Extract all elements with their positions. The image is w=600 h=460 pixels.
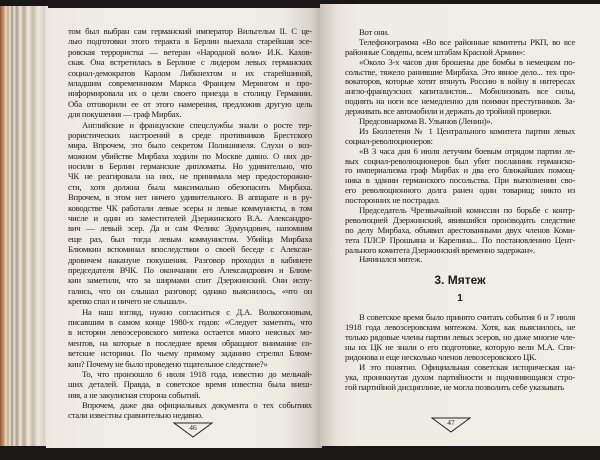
text-line: поднять на ноги все немедленно для поимки преступников. За- — [345, 96, 575, 107]
text-line: 1918 года левоэсеровским мятежом. Хотя, как выяснилось, не — [345, 322, 575, 333]
text-line: ветские историки. По чьему прямому заданию стрелял Блюм- — [68, 348, 312, 359]
text-line: То, что произошло 6 июля 1918 года, известно до мельчай- — [82, 368, 312, 379]
text-line: го империализма граф Мирбах и два его ближайших помощ- — [345, 165, 575, 176]
text-line: На наш взгляд, нужно согласиться с Д.А. Волкогоновым, — [82, 306, 312, 317]
text-line: социал-демократов Карлом Либкнехтом и их старейшиной, — [68, 67, 312, 78]
right-page-text — [345, 28, 575, 393]
text-line: младшим современником Маркса Францем Мерингом и про- — [68, 77, 312, 88]
text-line: кин заметили, что за ширмами спит Дзержинский. Они испу- — [68, 275, 312, 286]
text-line: Начинался мятеж. — [359, 254, 423, 265]
text-line: только рядовые члены партии левых эсеров, но даже многие чле- — [345, 332, 575, 343]
text-line: районные Совдепы, всем штабам Красной Армии»: — [345, 46, 525, 57]
text-line: рористических настроений в среде противников Брестского — [68, 129, 312, 140]
text-line: мира. Впрочем, это было секретом Полишинеля. Слухи о воз- — [68, 140, 312, 151]
text-line: тета ПЛСР Прошьяна и Карелина... По постановлению Цент- — [345, 234, 575, 245]
text-line: вич — левый эсер. Да и сам Феликс Эдмундович, напомним — [68, 223, 312, 234]
text-line: посторонних не пострадал. — [345, 195, 440, 206]
text-line: в истории левоэсеровского мятежа остается много неясных мо- — [68, 327, 312, 338]
text-line: держивать все автомобили и держать до тройной проверки. — [345, 106, 552, 117]
book-page-edges — [0, 6, 48, 446]
left-page-text — [68, 26, 312, 421]
text-line: ководстве ЧК работали левые эсеры и левые коммунисты, в том — [68, 202, 312, 213]
text-line: ших деталей. Правда, в советское время известна была внеш- — [68, 379, 312, 390]
text-line: крепко спал и ничего не слышал». — [68, 296, 187, 307]
text-line: ментов, на которые в последнее время обращают внимание со- — [68, 337, 312, 348]
text-line: няя, а не закулисная сторона событий. — [68, 389, 201, 400]
text-line: том был выбран сам германский император Вильгельм II. С це- — [68, 26, 312, 36]
text-line: стали известны сравнительно недавно. — [68, 410, 203, 421]
text-line: Вот они. — [359, 27, 389, 37]
text-line: ская. Она встретилась в Берлине с лидером левых германских — [68, 57, 312, 68]
text-line: англо-французских капиталистов... Мобилизовать все силы, — [345, 86, 575, 97]
text-line: его революционного долга ранен один товарищ; никто из — [345, 185, 575, 196]
text-line: ны их ЦК не знали о его подготовке, которую вели М.А. Спи- — [345, 342, 575, 353]
text-line: кин? Почему не было проведено тщательное следствие?» — [68, 358, 268, 369]
text-line: ЧК не реагировала на них, не принимала мер предосторожно- — [68, 171, 312, 182]
text-line: ридонова и еще несколько членов левоэсеровского ЦК. — [345, 351, 537, 362]
text-line: вых социал-революционеров был убит посланник германско- — [345, 155, 575, 166]
text-line: социал-революционеров: — [345, 135, 433, 146]
section-number: 1 — [457, 293, 463, 305]
text-line: гой партийной дисциплине, не могла позволить себе указывать — [345, 381, 564, 392]
chapter-heading: 3. Мятеж — [434, 273, 486, 288]
text-line: сти, хотя должна была максимально обезопасить Мирбаха. — [68, 181, 312, 192]
text-line: Предсовнаркома В. Ульянов (Ленин)». — [359, 116, 493, 127]
text-line: ника в здании германского посольства. При выполнении сво- — [345, 175, 575, 186]
text-line: Оба отговорили ее от этого намерения, предложив другую цель — [68, 98, 312, 109]
text-line: информировала их о цели своего приезда в столицу Германии. — [68, 88, 312, 99]
text-line: числе и один из заместителей Дзержинского В.А. Александро- — [68, 213, 312, 224]
page-number-text: 46 — [189, 423, 197, 432]
text-line: «В 3 часа дня 6 июля летучим боевым отрядом партии ле- — [359, 145, 575, 156]
text-line: Из Бюллетеня № 1 Центрального комитета партии левых — [359, 125, 575, 136]
text-line: ука, проникнутая духом партийности и подчиняющаяся стро- — [345, 371, 575, 382]
text-line: писавшим в самом конце 1980-х годов: «Следует заметить, что — [68, 316, 312, 327]
text-line: гались, что он слышал разговор; однако выяснилось, «что он — [68, 285, 312, 296]
text-line: Телефонограмма «Во все районные комитеты РКП, во все — [359, 36, 575, 47]
right-page-text-before — [345, 28, 575, 265]
right-page-text-after — [345, 313, 575, 392]
text-line: лью подготовки этого теракта в Берлин выехала старейшая эсе- — [68, 36, 312, 47]
text-line: И это понятно. Официальная советская историческая на- — [359, 361, 575, 372]
text-line: Блюмкин вспоминал впоследствии о своей беседе с Алексан- — [68, 244, 312, 255]
text-line: рального комитета Дзержинский временно задержан». — [345, 244, 535, 255]
page-number-right — [431, 417, 471, 433]
text-line: В советское время было принято считать события 6 и 7 июля — [359, 312, 575, 323]
page-number-left — [173, 422, 213, 438]
text-line: ровская террористка — ветеран «Народной воли» И.К. Кахов- — [68, 46, 312, 57]
text-line: носили в Берлин германские дипломаты. Но удивительно, что — [68, 161, 312, 172]
text-line: по делу Мирбаха, объявил арестованными двух членов Коми- — [345, 224, 575, 235]
text-line: революцией Дзержинский, явившийся производить следствие — [345, 214, 575, 225]
text-line: «Около 3-х часов дня брошены две бомбы в немецком по- — [359, 56, 575, 67]
text-line: Впрочем, в этом нет ничего удивительного. В аппарате и в ру- — [68, 192, 312, 203]
text-line: Английские и французские спецслужбы знали о росте тер- — [82, 119, 312, 130]
text-line: можном убийстве Мирбаха ходили по Москве давно. О них до- — [68, 150, 312, 161]
page-number-text: 47 — [447, 418, 455, 427]
text-line: для покушения — граф Мирбах. — [68, 109, 182, 120]
text-line: Впрочем, даже два официальных документа о тех событиях — [82, 400, 312, 411]
text-line: сольстве, тяжело ранившие Мирбаха. Это явное дело... тех про- — [345, 66, 575, 77]
text-line: дровичем накануне покушения. Разговор проходил в кабинете — [68, 254, 312, 265]
text-line: Председатель Чрезвычайной комиссии по борьбе с контр- — [359, 205, 575, 216]
text-line: председателя ВЧК. По окончании его Александрович и Блюм- — [68, 264, 312, 275]
text-line: еще раз, был тогда левым коммунистом. Убийца Мирбаха — [68, 233, 312, 244]
text-line: вокаторов, которые хотят втянуть Россию в войну в интересах — [345, 76, 575, 87]
